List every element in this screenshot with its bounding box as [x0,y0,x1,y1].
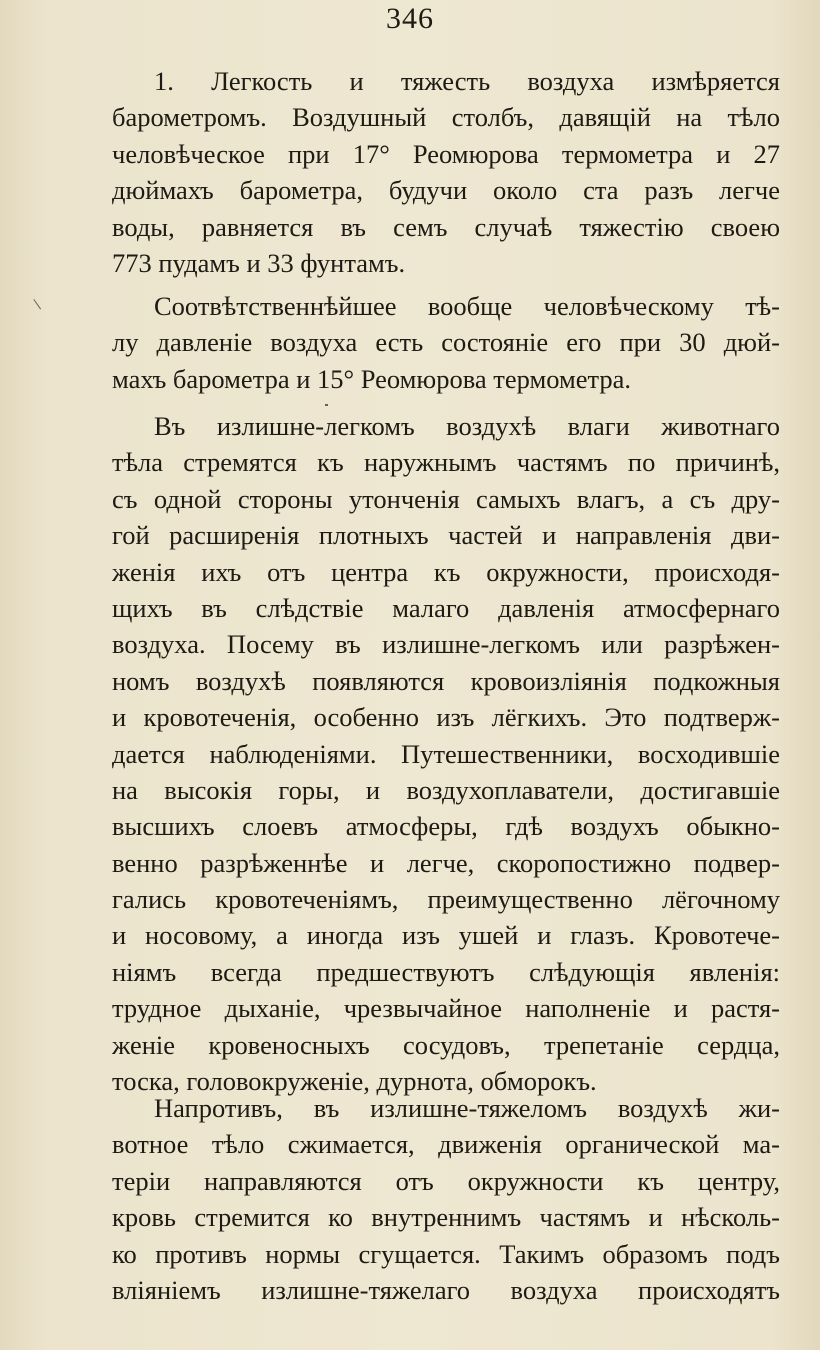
text-line: 1. Легкость и тяжесть воздуха измѣряется [154,66,780,96]
text-line: вліяніемъ излишне-тяжелаго воздуха происходятъ [112,1274,780,1305]
ink-speck [325,404,328,406]
text-line: гой расширенія плотныхъ частей и направленія дви- [112,520,780,551]
text-line: Напротивъ, въ излишне-тяжеломъ воздухѣ жи- [154,1093,780,1123]
text-line: женія ихъ отъ центра къ окружности, происходя- [112,556,780,587]
text-line: вотное тѣло сжимается, движенія органической ма- [112,1129,780,1160]
text-line: Въ излишне-легкомъ воздухѣ влаги животнаго [154,411,780,441]
text-line: ніямъ всегда предшествуютъ слѣдующія явленія: [112,956,780,987]
paragraph-1 [112,63,780,281]
margin-mark [33,295,47,310]
paragraph-4 [112,1090,780,1308]
text-line: и носовому, а иногда изъ ушей и глазъ. Кровотече- [112,920,780,951]
text-line: высшихъ слоевъ атмосферы, гдѣ воздухъ обыкно- [112,811,780,842]
text-line: барометромъ. Воздушный столбъ, давящій на тѣло [112,102,780,133]
text-line: тѣла стремятся къ наружнымъ частямъ по причинѣ, [112,447,780,478]
text-line: тоска, головокруженіе, дурнота, обморокъ. [112,1066,597,1097]
text-line: щихъ въ слѣдствіе малаго давленія атмосфернаго [112,592,780,623]
text-line: венно разрѣженнѣе и легче, скоропостижно подвер- [112,847,780,878]
text-line: гались кровотеченіямъ, преимущественно лёгочному [112,884,780,915]
text-line: женіе кровеносныхъ сосудовъ, трепетаніе сердца, [112,1029,780,1060]
text-line: на высокія горы, и воздухоплаватели, достигавшіе [112,774,780,805]
text-line: съ одной стороны утонченія самыхъ влагъ, а съ дру- [112,483,780,514]
text-line: ко противъ нормы сгущается. Такимъ образомъ подъ [112,1238,780,1269]
paragraph-3 [112,408,780,1099]
text-line: дается наблюденіями. Путешественники, восходившіе [112,738,780,769]
text-line: лу давленіе воздуха есть состояніе его при 30 дюй- [112,327,780,358]
page-number: 346 [386,2,434,35]
text-line: и кровотеченія, особенно изъ лёгкихъ. Это подтверж- [112,702,780,733]
text-line: трудное дыханіе, чрезвычайное наполненіе и растя- [112,993,780,1024]
text-line: воды, равняется въ семъ случаѣ тяжестію своею [112,211,780,242]
text-line: дюймахъ барометра, будучи около ста разъ легче [112,175,780,206]
text-line: теріи направляются отъ окружности къ центру, [112,1165,780,1196]
text-line: воздуха. Посему въ излишне-легкомъ или разрѣжен- [112,629,780,660]
text-line: номъ воздухѣ появляются кровоизліянія подкожныя [112,665,780,696]
text-line: кровь стремится ко внутреннимъ частямъ и нѣсколь- [112,1202,780,1233]
text-line: 773 пудамъ и 33 фунтамъ. [112,247,406,278]
text-line: человѣческое при 17° Реомюрова термометра и 27 [112,138,780,169]
paragraph-2 [112,288,780,397]
text-line: Соотвѣтственнѣйшее вообще человѣческому тѣ- [154,291,780,321]
text-line: махъ барометра и 15° Реомюрова термометра. [112,363,632,394]
